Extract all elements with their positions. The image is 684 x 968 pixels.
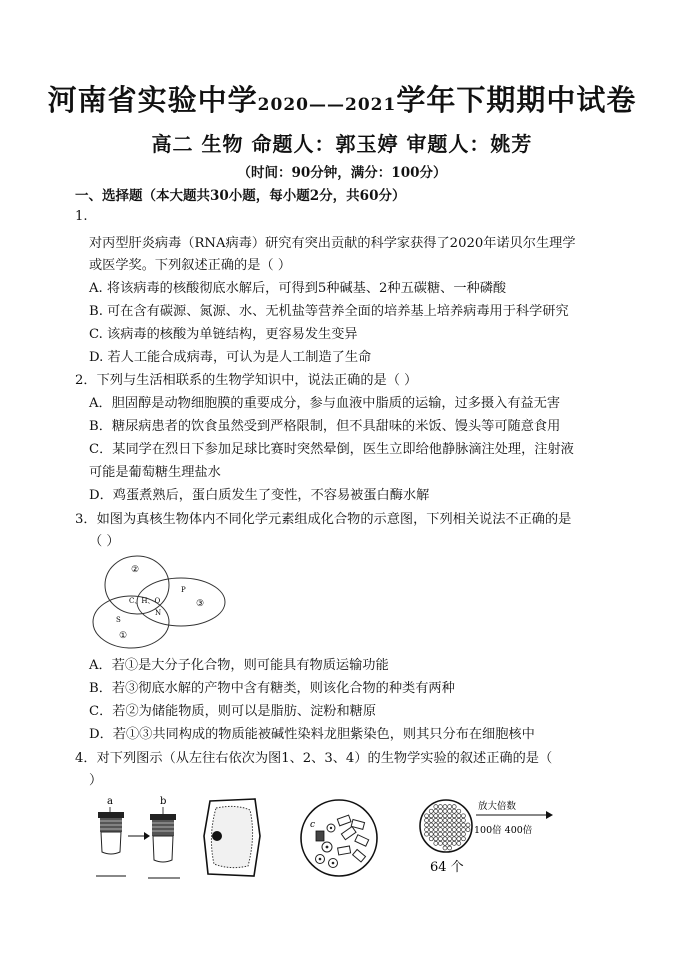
venn-center-label: C、H、O — [129, 597, 161, 605]
figure-1-objective-lenses — [90, 794, 195, 884]
q2-option-b: B．糖尿病患者的饮食虽然受到严格限制，但不具甜味的米饭、馒头等可随意食用 — [89, 419, 561, 434]
q1-option-d: D. 若人工能合成病毒，可认为是人工制造了生命 — [89, 350, 372, 365]
q2-option-c-line-2: 可能是葡萄糖生理盐水 — [89, 465, 221, 480]
exam-subtitle: 高二 生物 命题人：郭玉婷 审题人：姚芳 — [151, 132, 533, 156]
q3-stem-line-2: （ ） — [89, 534, 120, 549]
q1-option-b: B. 可在含有碳源、氮源、水、无机盐等营养全面的培养基上培养病毒用于科学研究 — [89, 304, 569, 319]
nucleus-icon — [212, 831, 222, 841]
exam-title — [0, 78, 684, 119]
venn-label-p: P — [181, 586, 186, 594]
figure-4-magnification — [416, 795, 566, 880]
fig4-cell-count: 64 个 — [430, 860, 464, 875]
q1-option-a: A. 将该病毒的核酸彻底水解后，可得到5种碱基、2种五碳糖、一种磷酸 — [89, 281, 507, 296]
q2-option-a: A．胆固醇是动物细胞膜的重要成分，参与血液中脂质的运输，过多摄入有益无害 — [89, 396, 561, 411]
q4-stem-line-2: ） — [89, 773, 103, 788]
venn-diagram — [88, 552, 238, 652]
q1-number: 1. — [75, 209, 88, 224]
title-suffix: 学年下期期中试卷 — [396, 83, 637, 117]
q2-option-d: D．鸡蛋煮熟后，蛋白质发生了变性，不容易被蛋白酶水解 — [89, 488, 430, 503]
q1-stem-line-2: 或医学奖。下列叙述正确的是（ ） — [89, 258, 292, 273]
q3-option-a: A．若①是大分子化合物，则可能具有物质运输功能 — [89, 658, 389, 673]
objective-lens-a-icon — [98, 812, 124, 854]
q4-stem-line-1: 4．对下列图示（从左往右依次为图1、2、3、4）的生物学实验的叙述正确的是（ — [75, 751, 553, 766]
fig4-arrow-label: 放大倍数 — [478, 801, 517, 812]
venn-label-s: S — [116, 616, 121, 624]
q2-option-c-line-1: C．某同学在烈日下参加足球比赛时突然晕倒，医生立即给他静脉滴注处理，注射液 — [89, 442, 574, 457]
venn-label-1: ① — [119, 631, 128, 641]
fig4-magnification-values: 100倍 400倍 — [474, 825, 533, 836]
q3-option-b: B．若③彻底水解的产物中含有糖类，则该化合物的种类有两种 — [89, 681, 455, 696]
fig1-label-b: b — [160, 796, 167, 807]
figure-3-microscope-field — [298, 797, 380, 879]
venn-label-3: ③ — [196, 599, 205, 609]
q1-option-c: C. 该病毒的核酸为单链结构，更容易发生变异 — [89, 327, 358, 342]
q3-stem-line-1: 3．如图为真核生物体内不同化学元素组成化合物的示意图，下列相关说法不正确的是 — [75, 512, 572, 527]
q3-option-d: D．若①③共同构成的物质能被碱性染料龙胆紫染色，则其只分布在细胞核中 — [89, 727, 535, 742]
title-prefix: 河南省实验中学 — [47, 83, 258, 117]
venn-label-n: N — [155, 609, 162, 617]
objective-lens-b-icon — [150, 814, 176, 862]
q1-stem-line-1: 对丙型肝炎病毒（RNA病毒）研究有突出贡献的科学家获得了2020年诺贝尔生理学 — [89, 236, 576, 251]
cell-field-circle — [420, 800, 472, 852]
fig1-label-a: a — [107, 796, 113, 807]
q3-option-c: C．若②为储能物质，则可以是脂肪、淀粉和糖原 — [89, 704, 377, 719]
figure-2-plant-cell — [200, 796, 265, 881]
fig3-label-c: c — [310, 820, 316, 830]
section-title: 一、选择题（本大题共30小题，每小题2分，共60分） — [75, 188, 406, 204]
exam-time-line: （时间：90分钟，满分：100分） — [237, 165, 447, 181]
q2-stem: 2．下列与生活相联系的生物学知识中，说法正确的是（ ） — [75, 373, 418, 388]
title-years: 2020——2021 — [257, 95, 397, 115]
venn-label-2: ② — [131, 565, 140, 575]
